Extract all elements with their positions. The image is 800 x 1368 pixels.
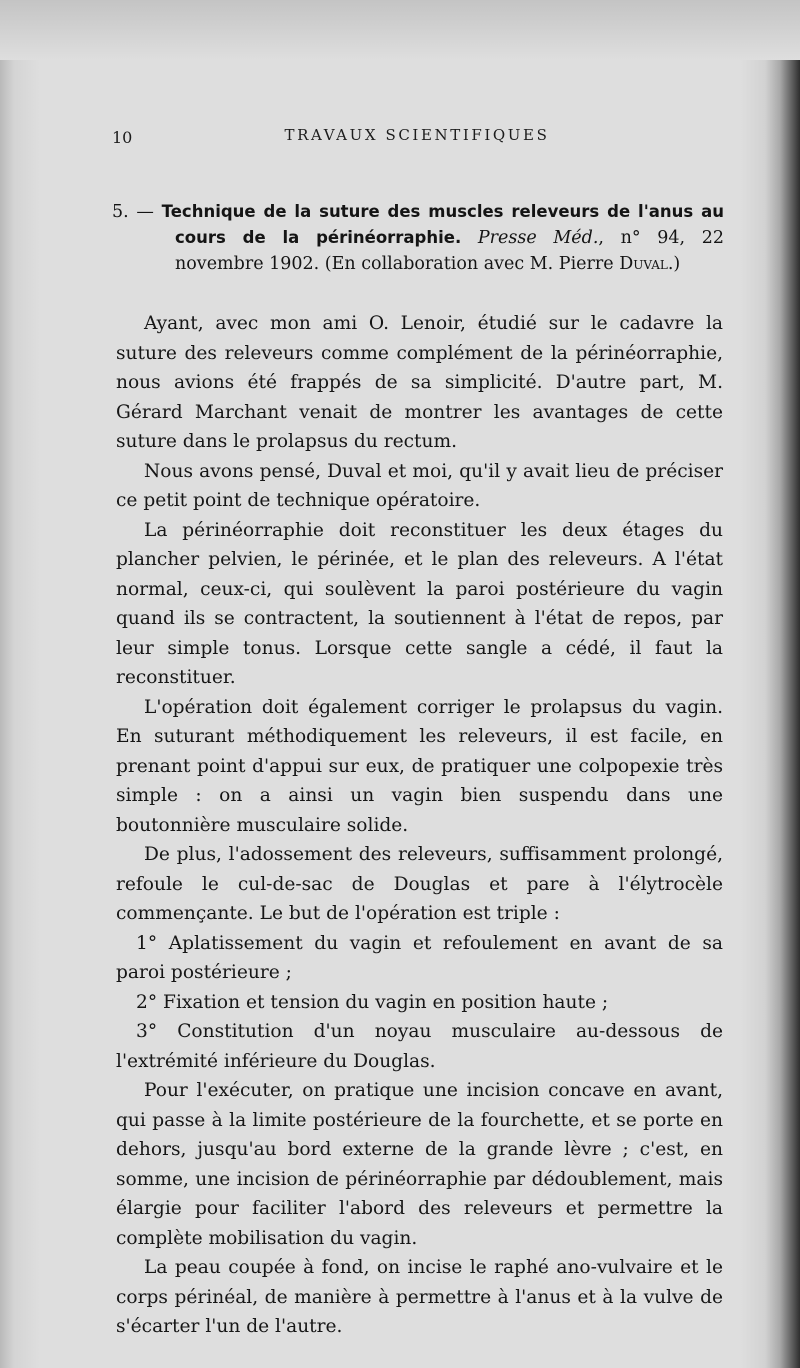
paragraph: Pour l'exécuter, on pratique une incision concave en avant, qui passe à la limite postérieure de la fourchette, et se porte en dehors, jusqu'au bord externe de la grande lèvre ; c'est, en somme, une incision de périnéorraphie par dédoublement, mais élargie pour faciliter l'abord des releveurs et permettre la complète mobilisation du vagin. xyxy=(116,1080,723,1249)
coauthor-name: Duval xyxy=(619,254,668,274)
paragraph: Ayant, avec mon ami O. Lenoir, étudié sur le cadavre la suture des releveurs comme complément de la périnéorraphie, nous avions été frappés de sa simplicité. D'autre part, M. Gérard Marchant venait de montrer les avantages de cette suture dans le prolapsus du rectum. xyxy=(116,313,723,452)
entry-citation xyxy=(112,199,724,277)
body-text xyxy=(116,309,723,1342)
list-item: 2° Fixation et tension du vagin en position haute ; xyxy=(136,991,609,1013)
paragraph: De plus, l'adossement des releveurs, suffisamment prolongé, refoule le cul-de-sac de Douglas et pare à l'élytrocèle commençante. Le but de l'opération est triple : xyxy=(116,844,723,924)
citation-details: , n° 94, 22 novembre 1902. (En collaboration avec M. Pierre xyxy=(175,228,724,274)
running-title: TRAVAUX SCIENTIFIQUES xyxy=(284,126,550,144)
page-number: 10 xyxy=(112,128,133,147)
entry-title: Technique de la suture des muscles releveurs de l'anus au cours de la périnéorraphie. xyxy=(161,202,724,247)
paragraph: La peau coupée à fond, on incise le raphé ano-vulvaire et le corps périnéal, de manière à permettre à l'anus et à la vulve de s'écarter l'un de l'autre. xyxy=(116,1257,723,1337)
paragraph: L'opération doit également corriger le prolapsus du vagin. En suturant méthodiquement les releveurs, il est facile, en prenant point d'appui sur eux, de pratiquer une colpopexie très simple : on a ainsi un vagin bien suspendu dans une boutonnière musculaire solide. xyxy=(116,696,723,836)
entry-number: 5. — xyxy=(112,202,154,222)
page-header xyxy=(112,126,722,150)
journal-name: Presse Méd. xyxy=(477,228,599,248)
list-item: 3° Constitution d'un noyau musculaire au-dessous de l'extrémité inférieure du Douglas. xyxy=(116,1021,723,1072)
entry-heading xyxy=(112,199,724,277)
paragraph: La périnéorraphie doit reconstituer les deux étages du plancher pelvien, le périnée, et le plan des releveurs. A l'état normal, ceux-ci, qui soulèvent la paroi postérieure du vagin quand ils se contractent, la soutiennent à l'état de repos, par leur simple tonus. Lorsque cette sangle a cédé, il faut la reconstituer. xyxy=(116,519,723,688)
paragraph: Nous avons pensé, Duval et moi, qu'il y avait lieu de préciser ce petit point de technique opératoire. xyxy=(116,460,723,511)
citation-closing: .) xyxy=(667,254,681,274)
list-item: 1° Aplatissement du vagin et refoulement en avant de sa paroi postérieure ; xyxy=(116,932,723,983)
